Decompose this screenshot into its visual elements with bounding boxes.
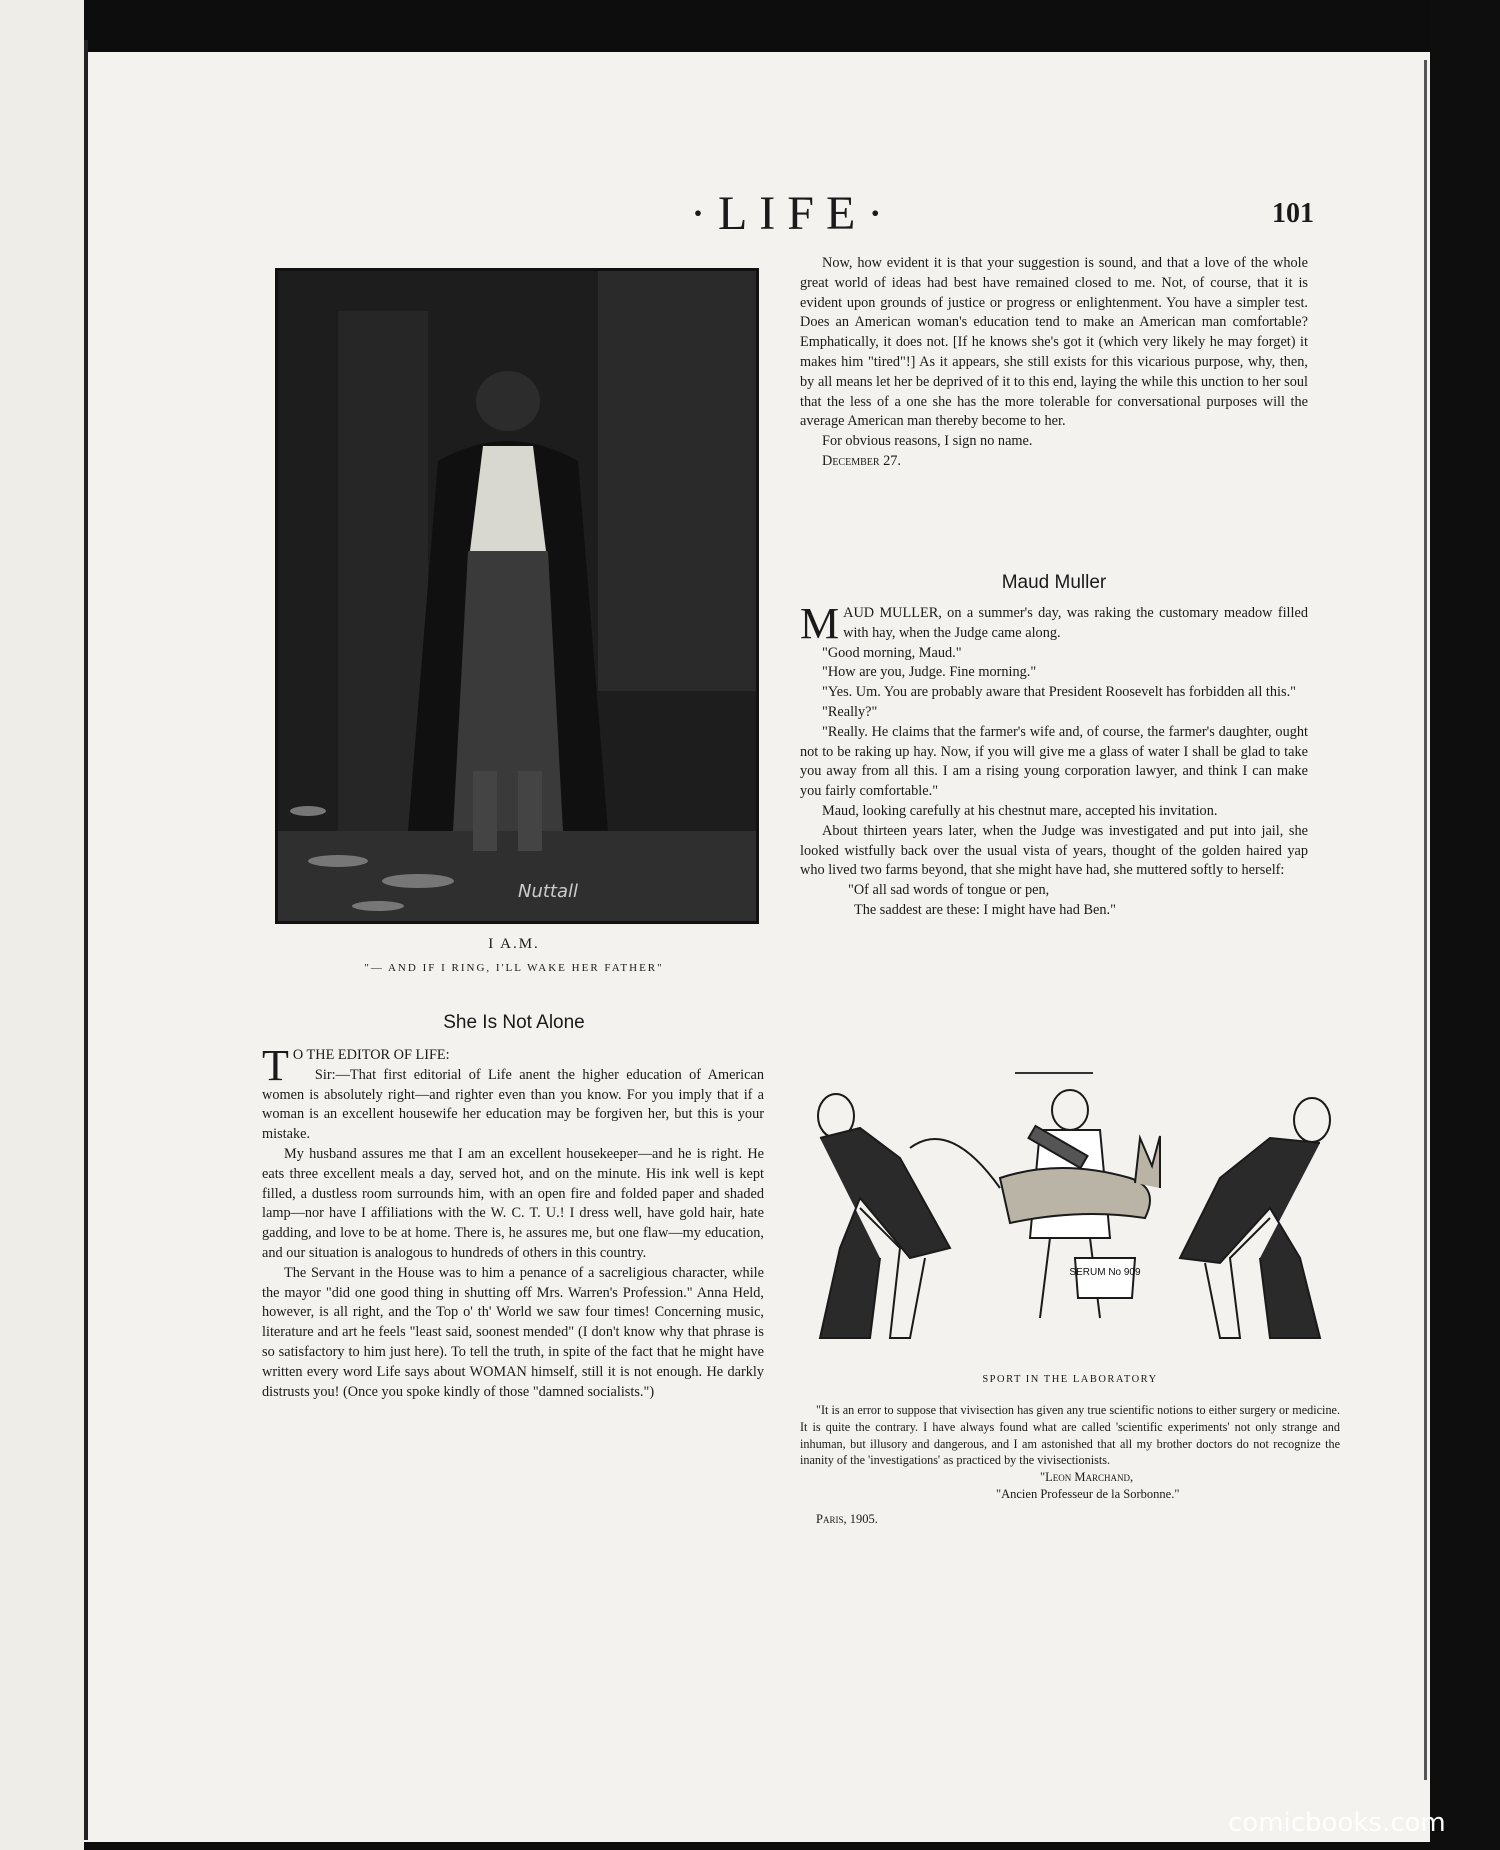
page-right-edge bbox=[1424, 60, 1427, 1780]
serum-bucket-label: SERUM No 909 bbox=[1069, 1267, 1141, 1278]
article-body bbox=[262, 1041, 764, 1402]
paragraph: "Good morning, Maud." bbox=[822, 644, 962, 661]
scan-border bbox=[1430, 0, 1500, 1850]
paragraph: "Really?" bbox=[822, 703, 878, 720]
paragraph: "How are you, Judge. Fine morning." bbox=[822, 664, 1037, 681]
cartoon-caption: SPORT IN THE LABORATORY bbox=[982, 1374, 1158, 1385]
paragraph: Now, how evident it is that your suggestion is sound, and that a love of the whole great world of ideas had best have remained closed to me. Not, of course, that it is evident upon grounds of justice or progress or enlightenment. You have a simpler test. Does an American woman's education tend to make an American man comfortable? Emphatically, it does not. [If he knows she's got it (which very likely he may forget) it makes him "tired"!] As it appears, she still exists for this vicarious purpose, why, then, by all means let her be deprived of it to this end, laying the while this unction to her soul that the less of a one she has the more tolerable for conversational purposes will the average American man thereby become to her. bbox=[800, 255, 1308, 430]
sign-off: For obvious reasons, I sign no name. bbox=[822, 433, 1033, 450]
article-heading: Maud Muller bbox=[1001, 572, 1107, 593]
drop-cap: M bbox=[800, 599, 840, 648]
section-divider bbox=[1015, 1072, 1093, 1074]
verse-line: "Of all sad words of tongue or pen, bbox=[848, 882, 1050, 899]
verse-line: The saddest are these: I might have had Ben." bbox=[854, 901, 1116, 918]
illustration-caption: "— AND IF I RING, I'LL WAKE HER FATHER" bbox=[364, 962, 664, 974]
page-number: 101 bbox=[1272, 198, 1314, 229]
adjacent-page-edge bbox=[0, 0, 84, 1850]
illustration-caption-title: I A.M. bbox=[488, 936, 540, 952]
paragraph: About thirteen years later, when the Judge was investigated and put into jail, she looked wistfully back over the usual vista of years, thought of the golden haired yap who lived two farms beyond, that she might have had, she muttered softly to herself: bbox=[800, 822, 1308, 879]
paragraph: Sir:—That first editorial of Life anent the higher education of American women is absolutely right—and righter even than you know. For you imply that if a woman is an excellent housewife her education may be forgiven her, but this is your mistake. bbox=[262, 1066, 764, 1143]
illustration-drawing bbox=[278, 271, 756, 921]
paragraph: "Really. He claims that the farmer's wife and, of course, the farmer's daughter, ought not to be raking up hay. Now, if you will give me a glass of water I shall be glad to take you away from all this. I am a rising young corporation lawyer, and think I can make you fairly comfortable." bbox=[800, 723, 1308, 800]
page-binding-edge bbox=[84, 40, 88, 1840]
article-continuation bbox=[800, 254, 1308, 472]
paragraph: "Yes. Um. You are probably aware that President Roosevelt has forbidden all this." bbox=[822, 684, 1297, 701]
paragraph: AUD MULLER, on a summer's day, was raking the customary meadow filled with hay, when the Judge came along. bbox=[843, 605, 1308, 641]
cartoon-sport-in-laboratory bbox=[800, 1088, 1340, 1360]
illustration-signature: Nuttall bbox=[518, 881, 579, 902]
vivisection-quote bbox=[800, 1402, 1340, 1528]
letter-date: December 27. bbox=[822, 452, 901, 469]
quote-place-date: Paris, 1905. bbox=[816, 1511, 878, 1526]
article-heading: She Is Not Alone bbox=[443, 1012, 585, 1033]
paragraph: Maud, looking carefully at his chestnut mare, accepted his invitation. bbox=[822, 802, 1218, 819]
cartoon-drawing bbox=[800, 1088, 1340, 1360]
article-body bbox=[800, 599, 1308, 921]
drop-cap: T bbox=[262, 1041, 289, 1090]
quote-author-title: "Ancien Professeur de la Sorbonne." bbox=[996, 1486, 1180, 1501]
paragraph: The Servant in the House was to him a penance of a sacreligious character, while the mayor "did one good thing in shutting off Mrs. Warren's Profession." Anna Held, however, is all right, and the Top o' th' World we saw four times! Concerning music, literature and art he feels "least said, soonest mended" (I don't know why that phrase is so satisfactory to him just here). To tell the truth, in spite of the fact that he might have written every word Life says about WOMAN himself, still it is not enough. He darkly distrusts you! (Once you spoke kindly of those "damned socialists.") bbox=[262, 1264, 764, 1400]
masthead: ·LIFE· bbox=[690, 187, 896, 240]
illustration-i-am bbox=[275, 268, 759, 924]
salutation: O THE EDITOR OF LIFE: bbox=[292, 1047, 450, 1063]
quote-author: "Leon Marchand, bbox=[1040, 1470, 1134, 1485]
source-watermark: comicbooks.com bbox=[1228, 1808, 1446, 1838]
paragraph: My husband assures me that I am an excellent housekeeper—and he is right. He eats three excellent meals a day, served hot, and on the minute. His ink well is kept filled, a dustless room surrounds him, with an open fire and folded paper and shaded lamp—nor have I affiliations with the W. C. T. U.! I dress well, have gold hair, hate gadding, and love to be at home. There is, he assures me, but one flaw—my education, and our situation is analogous to hundreds of others in this country. bbox=[262, 1145, 764, 1261]
quote-text: "It is an error to suppose that vivisection has given any true scientific notions to either surgery or medicine. It is quite the contrary. I have always found what are called 'scientific experiments' not only strange and inhuman, but illusory and dangerous, and I am astonished that all my brother doctors do not recognize the inanity of the 'investigations' as practiced by the vivisectionists. bbox=[800, 1403, 1340, 1468]
